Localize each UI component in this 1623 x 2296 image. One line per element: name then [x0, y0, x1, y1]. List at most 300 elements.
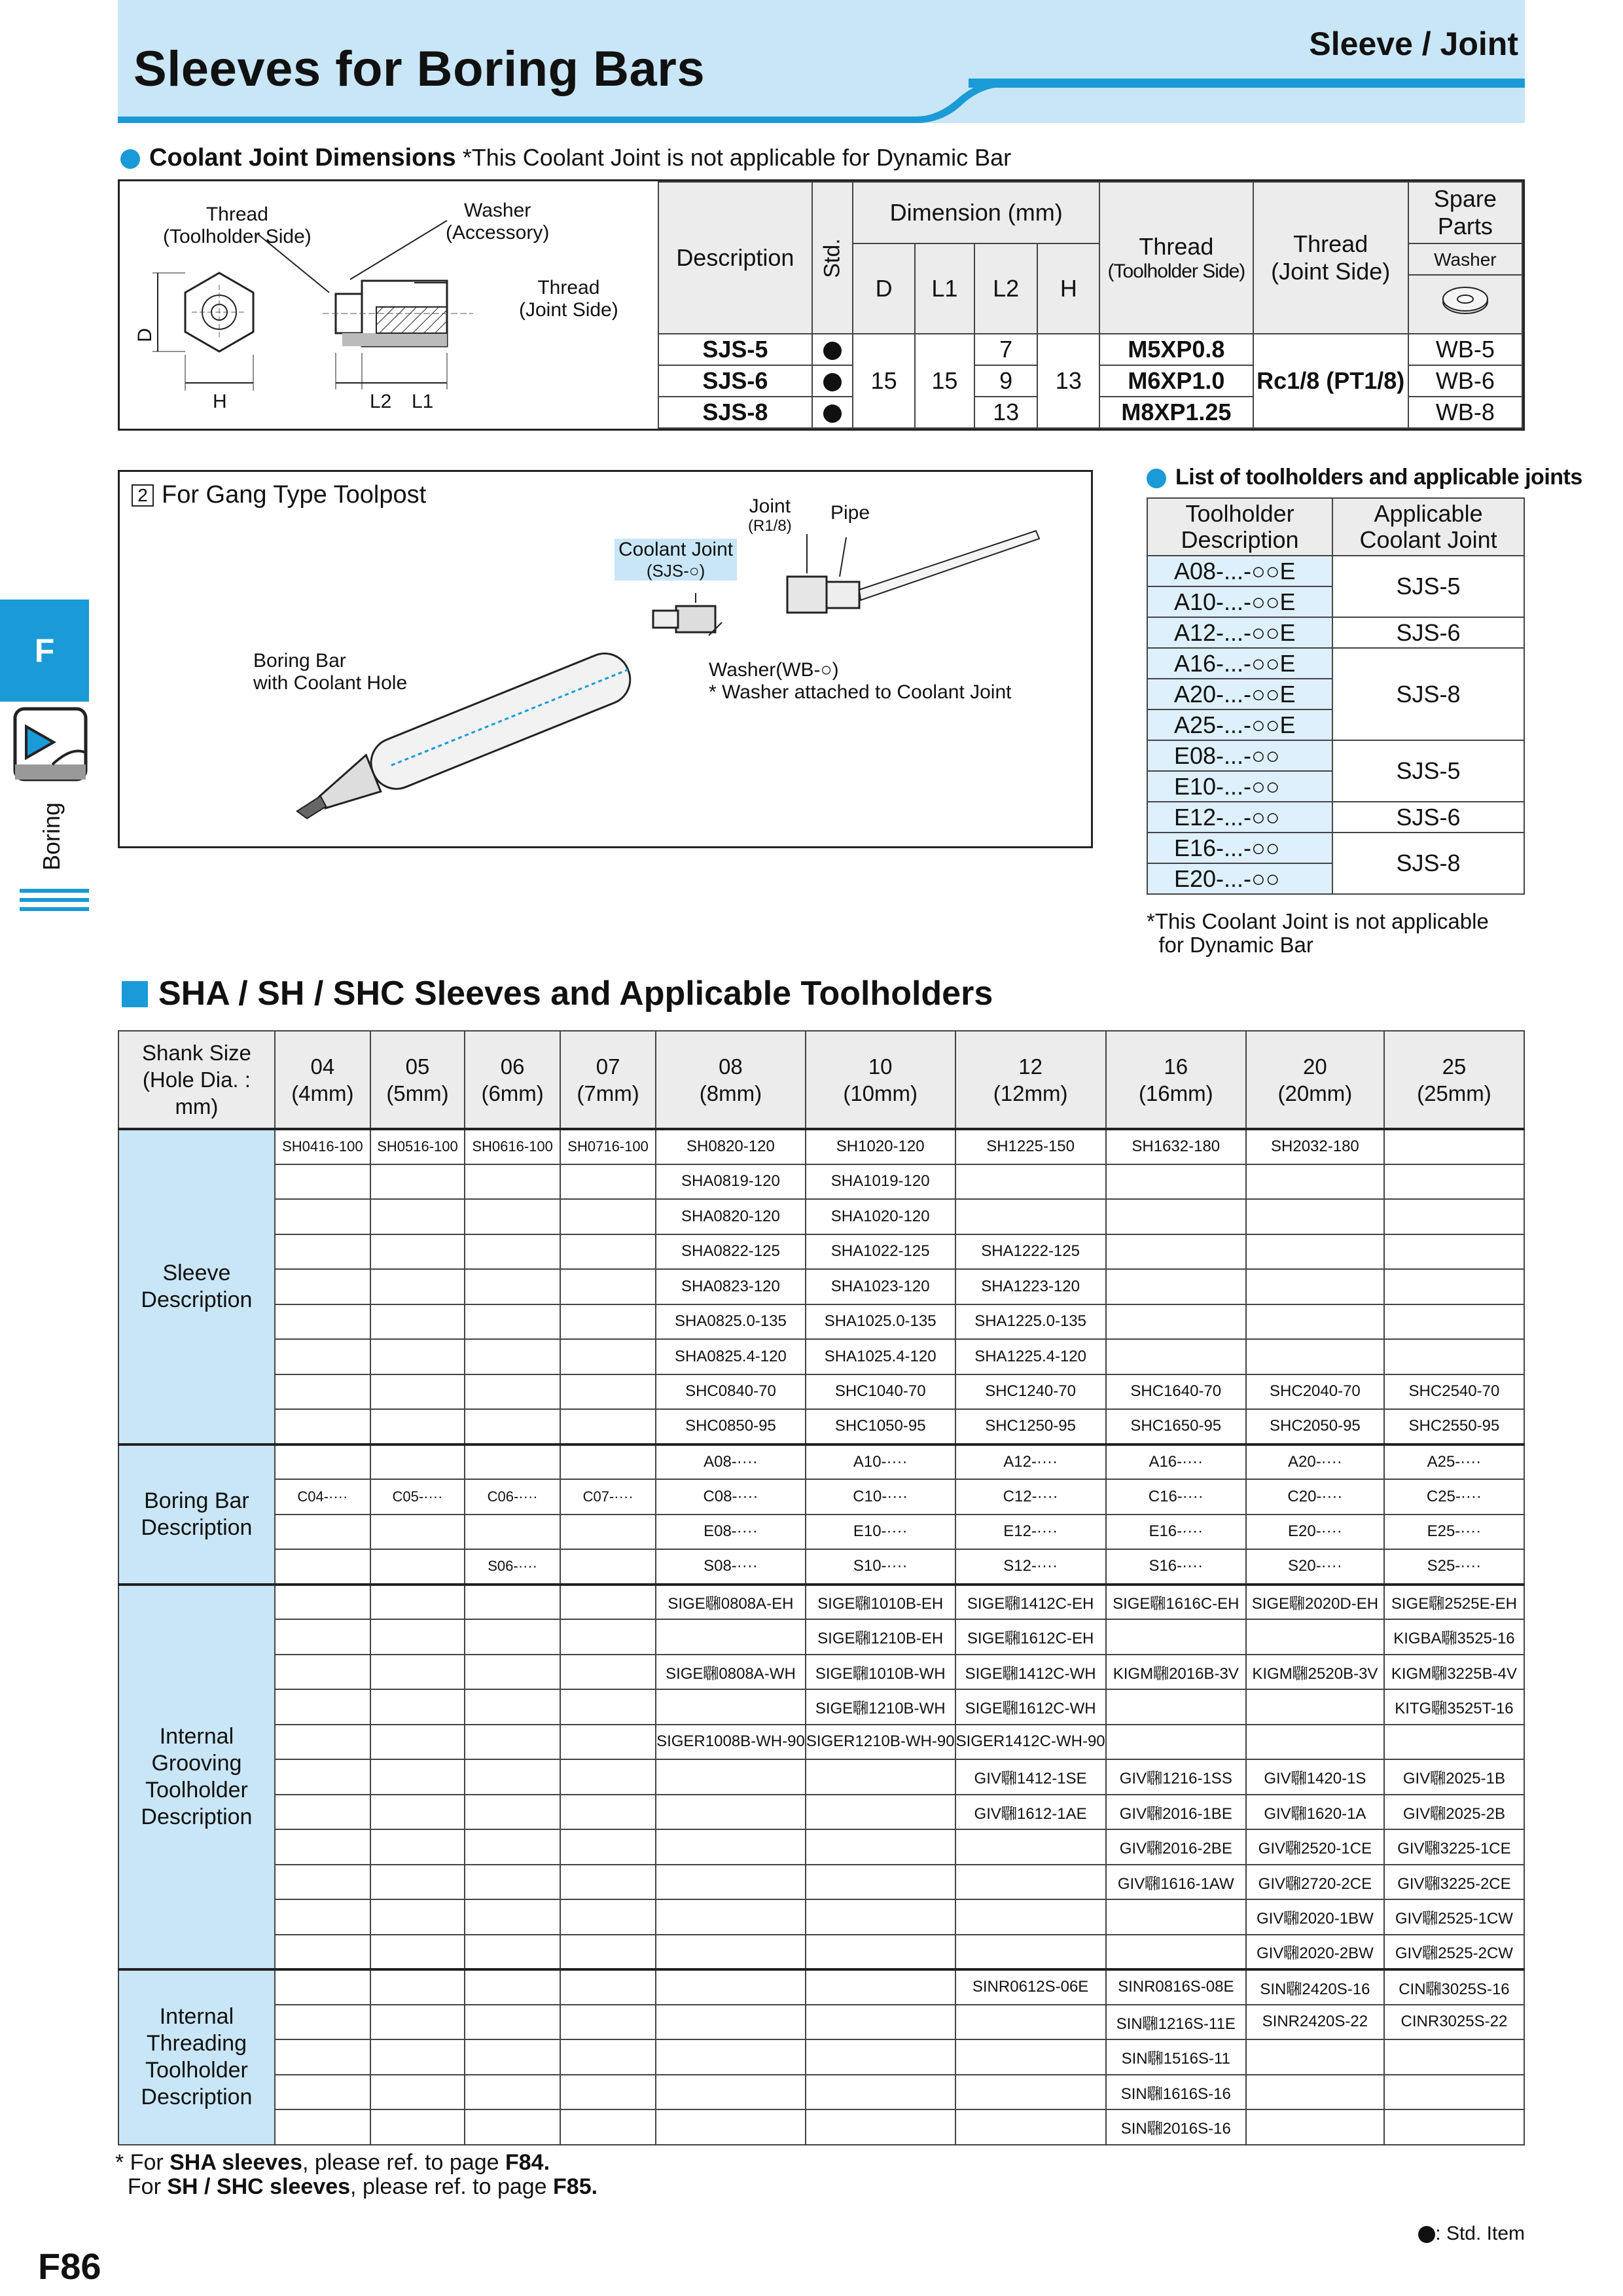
table-cell: SHA1023-120 [806, 1269, 955, 1304]
applicable-joint: SJS-8 [1332, 833, 1524, 894]
table-row [118, 1444, 1524, 1480]
table-cell: SHC1050-95 [806, 1409, 955, 1444]
hdr-shank-col: 07 (7mm) [560, 1031, 656, 1129]
toolholder-code: A10-...-○○E [1147, 586, 1332, 617]
table-cell: GIV㍼2016-1BE [1106, 1795, 1246, 1830]
footnote [115, 2151, 597, 2199]
table-cell [656, 1759, 806, 1795]
applicable-joint: SJS-8 [1332, 648, 1524, 740]
table-cell [656, 1795, 806, 1830]
table-cell [370, 2109, 465, 2145]
table-row [118, 1199, 1524, 1234]
table-cell: SHA1020-120 [806, 1199, 955, 1234]
table-cell [465, 1444, 560, 1480]
table-cell [465, 1829, 560, 1865]
table-cell [370, 1234, 465, 1270]
table-cell [560, 1935, 656, 1970]
table-cell: E20-···· [1246, 1515, 1384, 1550]
table-cell: GIV㍼1420-1S [1246, 1759, 1384, 1795]
table-cell: CINR3025S-22 [1384, 2005, 1524, 2040]
table-cell [370, 1304, 465, 1340]
table-row [118, 1935, 1524, 1970]
table-row [118, 1655, 1524, 1690]
table-cell [275, 1829, 370, 1865]
hdr-toolholder-description: Toolholder Description [1147, 498, 1332, 556]
table-cell [370, 1549, 465, 1585]
table-cell: C04-···· [275, 1479, 370, 1515]
table-cell [370, 1585, 465, 1620]
table-cell [1106, 1619, 1246, 1655]
table-cell [370, 1865, 465, 1900]
table-cell: S06-···· [465, 1549, 560, 1585]
table-cell [806, 2075, 955, 2110]
table-cell [465, 1795, 560, 1830]
sha-sleeve-table [118, 1030, 1525, 2145]
footnote-line-1: * For SHA sleeves, please ref. to page F84. [115, 2150, 550, 2175]
table-cell [1106, 1234, 1246, 1270]
table-cell: SIGE㍼1210B-EH [806, 1619, 955, 1655]
table-cell: SHA0819-120 [656, 1164, 806, 1200]
row-description: SJS-6 [658, 365, 812, 397]
table-cell: SH0516-100 [370, 1129, 465, 1164]
table-cell [560, 1199, 656, 1234]
table-cell [275, 1619, 370, 1655]
table-cell: GIV㍼2720-2CE [1246, 1865, 1384, 1900]
table-cell: KITG㍼3525T-16 [1384, 1689, 1524, 1725]
table-cell: C07-···· [560, 1479, 656, 1515]
table-cell: CIN㍼3025S-16 [1384, 1969, 1524, 2005]
table-cell: C06-···· [465, 1479, 560, 1515]
table-cell [656, 2039, 806, 2075]
table-cell [465, 1304, 560, 1340]
table-cell: SIGER1008B-WH-90 [656, 1725, 806, 1760]
table-cell: SHA1022-125 [806, 1234, 955, 1270]
table-cell [465, 1585, 560, 1620]
table-cell [465, 1725, 560, 1760]
cell-l2: 9 [974, 365, 1038, 397]
table-cell [560, 1304, 656, 1340]
table-cell [465, 1409, 560, 1444]
table-cell [560, 1549, 656, 1585]
table-cell: C16-···· [1106, 1479, 1246, 1515]
table-cell [275, 2075, 370, 2110]
table-cell [560, 1865, 656, 1900]
table-cell [370, 2075, 465, 2110]
table-row [118, 1585, 1524, 1620]
table-cell [370, 2039, 465, 2075]
table-cell: C20-···· [1246, 1479, 1384, 1515]
table-cell: SIGE㍼1412C-WH [955, 1655, 1106, 1690]
table-cell: GIV㍼1620-1A [1246, 1795, 1384, 1830]
table-cell [560, 2075, 656, 2110]
table-cell: SHA0825.4-120 [656, 1339, 806, 1374]
table-cell [560, 1374, 656, 1410]
table-cell: SINR0816S-08E [1106, 1969, 1246, 2005]
label-coolant-joint: Coolant Joint (SJS-○) [615, 539, 737, 581]
table-cell: SIGE㍼1010B-WH [806, 1655, 955, 1690]
cell-l2: 7 [974, 334, 1038, 365]
table-cell: S16-···· [1106, 1549, 1246, 1585]
table-cell [656, 1689, 806, 1725]
coolant-section-title [120, 144, 1011, 172]
table-cell [1246, 1725, 1384, 1760]
table-cell: SIGE㍼1616C-EH [1106, 1585, 1246, 1620]
hdr-l1: L1 [915, 243, 974, 334]
table-cell [275, 1339, 370, 1374]
table-cell: C25-···· [1384, 1479, 1524, 1515]
table-cell [465, 1164, 560, 1200]
table-cell [1246, 1269, 1384, 1304]
table-cell [275, 1585, 370, 1620]
toolholder-code: E10-...-○○ [1147, 771, 1332, 802]
table-cell [955, 1164, 1106, 1200]
cell-h: 13 [1037, 334, 1099, 428]
table-cell [275, 1374, 370, 1410]
hdr-shank-col: 20 (20mm) [1246, 1031, 1384, 1129]
table-cell: C10-···· [806, 1479, 955, 1515]
table-cell [465, 2005, 560, 2040]
table-cell [465, 2039, 560, 2075]
table-cell [1384, 2039, 1524, 2075]
bullet-icon [120, 149, 140, 169]
cell-thread-toolholder: M8XP1.25 [1099, 397, 1253, 428]
hdr-shank-col: 08 (8mm) [656, 1031, 806, 1129]
table-row [118, 1759, 1524, 1795]
table-cell: SIGE㍼0808A-EH [656, 1585, 806, 1620]
hdr-shank-col: 05 (5mm) [370, 1031, 465, 1129]
hdr-thread-toolholder: Thread (Toolholder Side) [1099, 182, 1253, 334]
table-cell: SHA0823-120 [656, 1269, 806, 1304]
page-title: Sleeves for Boring Bars [134, 41, 705, 97]
table-cell [370, 1444, 465, 1480]
table-cell [465, 1234, 560, 1270]
table-cell [1106, 1304, 1246, 1340]
toolholder-code: A16-...-○○E [1147, 648, 1332, 679]
hdr-applicable-joint: Applicable Coolant Joint [1332, 498, 1524, 556]
sha-title-text: SHA / SH / SHC Sleeves and Applicable Toolholders [158, 975, 993, 1013]
table-cell [1384, 1339, 1524, 1374]
table-cell: SH0716-100 [560, 1129, 656, 1164]
table-cell [1384, 2109, 1524, 2145]
table-cell [465, 1969, 560, 2005]
toolholder-code: E08-...-○○ [1147, 740, 1332, 771]
table-cell: SH1225-150 [955, 1129, 1106, 1164]
table-cell: SIN㍼2016S-16 [1106, 2109, 1246, 2145]
table-cell [275, 1759, 370, 1795]
table-cell: GIV㍼2025-2B [1384, 1795, 1524, 1830]
table-row [118, 1479, 1524, 1515]
table-cell [370, 1515, 465, 1550]
table-cell [560, 2005, 656, 2040]
table-cell [370, 1269, 465, 1304]
table-cell [656, 2005, 806, 2040]
table-cell [465, 1935, 560, 1970]
table-cell: A08-···· [656, 1444, 806, 1480]
table-cell [560, 1515, 656, 1550]
toolholder-code: A25-...-○○E [1147, 709, 1332, 740]
std-dot-icon [823, 404, 842, 423]
table-cell [1384, 1129, 1524, 1164]
table-cell [275, 1795, 370, 1830]
table-cell [560, 1725, 656, 1760]
table-cell [656, 1619, 806, 1655]
table-cell: SIN㍼1516S-11 [1106, 2039, 1246, 2075]
table-cell: SIGER1412C-WH-90 [955, 1725, 1106, 1760]
table-cell: SHC1250-95 [955, 1409, 1106, 1444]
table-cell [560, 1655, 656, 1690]
table-cell [465, 1899, 560, 1935]
coolant-title-note: *This Coolant Joint is not applicable for Dynamic Bar [462, 144, 1012, 171]
table-cell [465, 1759, 560, 1795]
table-row [118, 2075, 1524, 2110]
table-cell [1106, 1339, 1246, 1374]
table-cell [806, 1935, 955, 1970]
table-row [118, 1374, 1524, 1410]
table-cell: SINR2420S-22 [1246, 2005, 1384, 2040]
table-cell [806, 2039, 955, 2075]
table-cell [370, 1619, 465, 1655]
table-cell: GIV㍼2525-2CW [1384, 1935, 1524, 1970]
coolant-dimension-table [658, 181, 1523, 429]
table-cell: KIGM㍼2520B-3V [1246, 1655, 1384, 1690]
label-joint: Joint (R1/8) [748, 495, 792, 535]
table-cell [370, 1374, 465, 1410]
table-cell: SHA1225.4-120 [955, 1339, 1106, 1374]
table-cell [560, 1269, 656, 1304]
std-mark [812, 334, 853, 365]
table-cell [275, 1689, 370, 1725]
hdr-shank-col: 16 (16mm) [1106, 1031, 1246, 1129]
toolholder-code: A08-...-○○E [1147, 556, 1332, 586]
table-cell [656, 1935, 806, 1970]
table-cell [656, 1829, 806, 1865]
table-cell [370, 1339, 465, 1374]
row-description: SJS-8 [658, 397, 812, 428]
table-cell [465, 2109, 560, 2145]
table-cell [806, 1865, 955, 1900]
std-mark [812, 397, 853, 428]
toolholder-code: A12-...-○○E [1147, 617, 1332, 648]
toolholder-code: E12-...-○○ [1147, 802, 1332, 833]
table-cell: SH2032-180 [1246, 1129, 1384, 1164]
label-washer-gang: Washer(WB-○) [709, 659, 839, 681]
table-cell: SIGE㍼1612C-WH [955, 1689, 1106, 1725]
hdr-dimension: Dimension (mm) [853, 182, 1099, 243]
table-cell: SINR0612S-06E [955, 1969, 1106, 2005]
table-cell [560, 1339, 656, 1374]
cell-washer: WB-6 [1408, 365, 1522, 397]
table-cell [1246, 2075, 1384, 2110]
table-cell: S08-···· [656, 1549, 806, 1585]
coolant-title-bold: Coolant Joint Dimensions [149, 144, 456, 171]
table-cell [275, 1199, 370, 1234]
table-cell: GIV㍼2520-1CE [1246, 1829, 1384, 1865]
hdr-thread-joint: Thread (Joint Side) [1253, 182, 1408, 334]
table-cell [370, 1725, 465, 1760]
table-row [118, 1689, 1524, 1725]
header-category: Sleeve / Joint [1309, 26, 1518, 62]
cell-d: 15 [853, 334, 915, 428]
table-cell: GIV㍼2525-1CW [1384, 1899, 1524, 1935]
table-cell [370, 1199, 465, 1234]
table-cell: E25-···· [1384, 1515, 1524, 1550]
table-cell [275, 2005, 370, 2040]
cell-thread-toolholder: M6XP1.0 [1099, 365, 1253, 397]
table-cell [1246, 1304, 1384, 1340]
table-cell [955, 1865, 1106, 1900]
table-cell: E16-···· [1106, 1515, 1246, 1550]
table-cell [1106, 1164, 1246, 1200]
table-cell: SIN㍼1616S-16 [1106, 2075, 1246, 2110]
footnote-line-2: For SH / SHC sleeves, please ref. to page F85. [115, 2174, 598, 2199]
table-cell [370, 1655, 465, 1690]
table-row [118, 1829, 1524, 1865]
table-cell: SHA1025.4-120 [806, 1339, 955, 1374]
gang-title-text: For Gang Type Toolpost [162, 481, 427, 509]
table-cell [1246, 2109, 1384, 2145]
table-cell [806, 1795, 955, 1830]
applicable-joint: SJS-6 [1332, 802, 1524, 833]
table-cell: GIV㍼2020-1BW [1246, 1899, 1384, 1935]
hdr-h: H [1037, 243, 1099, 334]
table-cell [1384, 1234, 1524, 1270]
label-l2: L2 [370, 391, 392, 412]
table-cell [1246, 1689, 1384, 1725]
table-row [118, 1269, 1524, 1304]
label-l1: L1 [412, 391, 434, 412]
table-cell: SHA0822-125 [656, 1234, 806, 1270]
table-cell [1106, 1689, 1246, 1725]
table-cell [370, 2005, 465, 2040]
hdr-d: D [853, 243, 915, 334]
table-cell [275, 2109, 370, 2145]
table-cell [275, 1655, 370, 1690]
row-description: SJS-5 [658, 334, 812, 365]
toolholder-list-table [1147, 497, 1525, 895]
table-row [118, 1515, 1524, 1550]
table-cell [806, 1829, 955, 1865]
toolholder-list-title [1147, 465, 1582, 490]
table-cell: KIGM㍼3225B-4V [1384, 1655, 1524, 1690]
table-cell: C12-···· [955, 1479, 1106, 1515]
table-row [118, 1409, 1524, 1444]
table-cell [275, 1444, 370, 1480]
table-cell: A10-···· [806, 1444, 955, 1480]
table-cell [370, 1795, 465, 1830]
label-thread-toolholder: Thread (Toolholder Side) [163, 204, 312, 247]
table-cell [1384, 2075, 1524, 2110]
applicable-joint: SJS-5 [1332, 740, 1524, 802]
page-number: F86 [38, 2246, 101, 2287]
table-cell: SHC1040-70 [806, 1374, 955, 1410]
table-cell [560, 1969, 656, 2005]
table-cell: GIV㍼2016-2BE [1106, 1829, 1246, 1865]
table-cell [560, 1829, 656, 1865]
table-cell [275, 1515, 370, 1550]
cell-thread-toolholder: M5XP0.8 [1099, 334, 1253, 365]
square-bullet-icon [122, 981, 148, 1007]
table-cell [560, 1164, 656, 1200]
table-cell [465, 1865, 560, 1900]
table-cell: SHC0840-70 [656, 1374, 806, 1410]
table-cell: SHA0820-120 [656, 1199, 806, 1234]
side-label: Boring [38, 802, 65, 870]
cell-l1: 15 [915, 334, 974, 428]
table-cell [1106, 1269, 1246, 1304]
table-cell: E10-···· [806, 1515, 955, 1550]
table-cell [370, 1829, 465, 1865]
table-cell: SHA1025.0-135 [806, 1304, 955, 1340]
washer-icon [1439, 279, 1491, 319]
table-cell [1384, 1199, 1524, 1234]
table-cell [1384, 1725, 1524, 1760]
table-cell: SHC0850-95 [656, 1409, 806, 1444]
table-cell [465, 1689, 560, 1725]
table-cell [370, 1409, 465, 1444]
label-thread-joint: Thread (Joint Side) [519, 277, 618, 321]
table-cell [1106, 1899, 1246, 1935]
table-cell [465, 1515, 560, 1550]
table-cell [806, 1969, 955, 2005]
table-cell [806, 1759, 955, 1795]
table-cell: S10-···· [806, 1549, 955, 1585]
table-cell: S25-···· [1384, 1549, 1524, 1585]
std-dot-icon [1418, 2226, 1435, 2243]
table-cell: SH0616-100 [465, 1129, 560, 1164]
table-cell [560, 2039, 656, 2075]
table-cell: GIV㍼1612-1AE [955, 1795, 1106, 1830]
table-cell: SHA1019-120 [806, 1164, 955, 1200]
std-dot-icon [823, 342, 842, 360]
table-cell [1384, 1304, 1524, 1340]
hdr-washer: Washer [1408, 243, 1522, 334]
cell-washer: WB-5 [1408, 334, 1522, 365]
table-row [118, 2109, 1524, 2145]
table-cell: SHC2550-95 [1384, 1409, 1524, 1444]
table-cell [275, 1234, 370, 1270]
cell-thread-joint: Rc1/8 (PT1/8) [1253, 334, 1408, 428]
table-cell [656, 1969, 806, 2005]
table-cell: SHA1222-125 [955, 1234, 1106, 1270]
table-cell: C08-···· [656, 1479, 806, 1515]
table-cell [955, 1829, 1106, 1865]
table-cell [560, 1409, 656, 1444]
table-cell: GIV㍼2020-2BW [1246, 1935, 1384, 1970]
table-cell [465, 1199, 560, 1234]
table-row [118, 1899, 1524, 1935]
table-cell: GIV㍼1216-1SS [1106, 1759, 1246, 1795]
table-cell [465, 1269, 560, 1304]
table-cell [806, 2005, 955, 2040]
table-cell [560, 1234, 656, 1270]
label-h: H [213, 391, 227, 412]
table-cell: KIGBA㍼3525-16 [1384, 1619, 1524, 1655]
table-cell: SH1020-120 [806, 1129, 955, 1164]
table-cell [465, 2075, 560, 2110]
table-cell: SHC2050-95 [1246, 1409, 1384, 1444]
table-cell [275, 1969, 370, 2005]
table-cell [955, 2109, 1106, 2145]
std-legend [1418, 2223, 1525, 2245]
table-row [118, 1234, 1524, 1270]
table-cell [275, 1725, 370, 1760]
side-tab-letter[interactable]: F [0, 600, 89, 702]
table-row [118, 1865, 1524, 1900]
table-cell [370, 1935, 465, 1970]
table-cell [560, 1585, 656, 1620]
table-cell [955, 2039, 1106, 2075]
group-label: Boring Bar Description [118, 1444, 275, 1585]
